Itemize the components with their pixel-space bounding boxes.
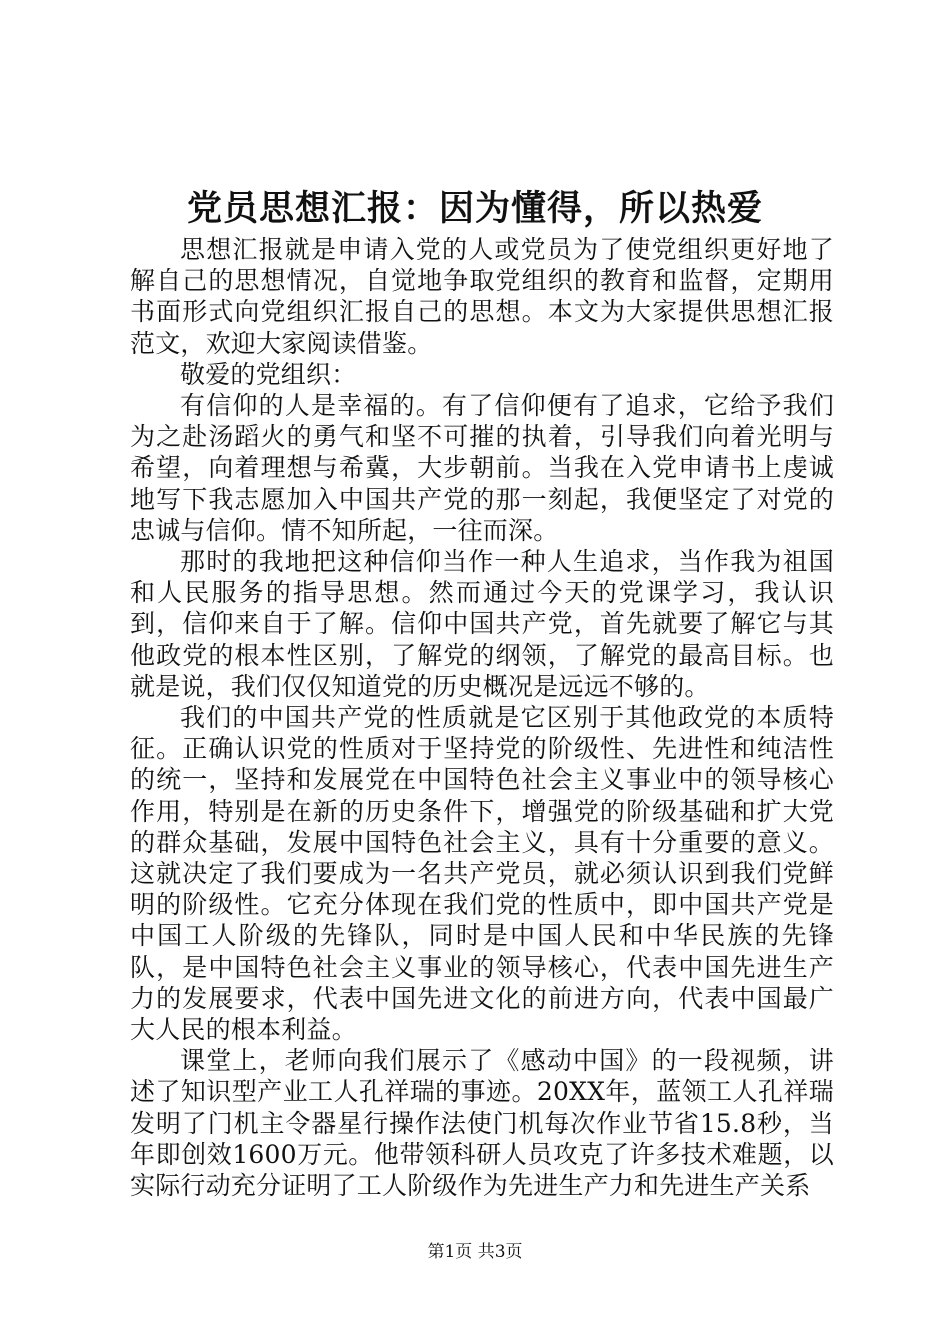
paragraph-classroom: 课堂上，老师向我们展示了《感动中国》的一段视频，讲述了知识型产业工人孔祥瑞的事迹。20XX年，蓝领工人孔祥瑞发明了门机主令器星行操作法使门机每次作业节省15.8秒，当年即创效1600万元。他带领科研人员攻克了许多技术难题，以实际行动充分证明了工人阶级作为先进生产力和先进生产关系 — [130, 1046, 834, 1201]
document-title: 党员思想汇报：因为懂得，所以热爱 — [186, 188, 763, 229]
page-footer: 第1页 共3页 — [427, 1242, 523, 1262]
paragraph-party-nature: 我们的中国共产党的性质就是它区别于其他政党的本质特征。正确认识党的性质对于坚持党的阶级性、先进性和纯洁性的统一，坚持和发展党在中国特色社会主义事业中的领导核心作用，特别是在新的历史条件下，增强党的阶级基础和扩大党的群众基础，发展中国特色社会主义，具有十分重要的意义。这就决定了我们要成为一名共产党员，就必须认识到我们党鲜明的阶级性。它充分体现在我们党的性质中，即中国共产党是中国工人阶级的先锋队，同时是中国人民和中华民族的先锋队，是中国特色社会主义事业的领导核心，代表中国先进生产力的发展要求，代表中国先进文化的前进方向，代表中国最广大人民的根本利益。 — [130, 703, 834, 1045]
paragraph-intro: 思想汇报就是申请入党的人或党员为了使党组织更好地了解自己的思想情况，自觉地争取党组织的教育和监督，定期用书面形式向党组织汇报自己的思想。本文为大家提供思想汇报范文，欢迎大家阅读借鉴。 — [130, 235, 834, 358]
paragraph-salutation: 敬爱的党组织： — [180, 359, 357, 389]
document-body — [130, 234, 834, 1201]
paragraph-faith: 有信仰的人是幸福的。有了信仰便有了追求，它给予我们为之赴汤蹈火的勇气和坚不可摧的执着，引导我们向着光明与希望，向着理想与希冀，大步朝前。当我在入党申请书上虔诚地写下我志愿加入中国共产党的那一刻起，我便坚定了对党的忠诚与信仰。情不知所起，一往而深。 — [130, 391, 834, 545]
paragraph-understanding: 那时的我地把这种信仰当作一种人生追求，当作我为祖国和人民服务的指导思想。然而通过今天的党课学习，我认识到，信仰来自于了解。信仰中国共产党，首先就要了解它与其他政党的根本性区别，了解党的纲领，了解党的最高目标。也就是说，我们仅仅知道党的历史概况是远远不够的。 — [130, 547, 834, 701]
